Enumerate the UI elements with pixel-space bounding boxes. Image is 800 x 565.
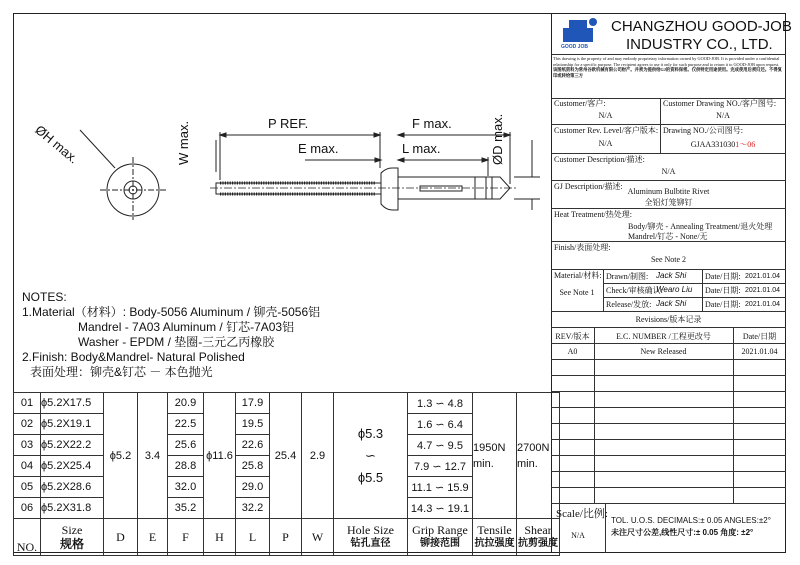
heat-label: Heat Treatment/热处理: — [554, 210, 632, 219]
customer-value: N/A — [598, 111, 613, 120]
check-label: Check/审核确认: — [606, 286, 663, 295]
row-grip: 7.9 ∽ 12.7 — [408, 456, 473, 477]
disclaimer-en: This drawing is the property of and may embody proprietary information owned by GOOD-JOB. It is provided under a confidential relationship for a specific purpose. The recipient agrees to use it only for such purpose and to return it to GOOD-JOB upon request. — [553, 56, 780, 67]
ec-col-header: E.C. NUMBER /工程更改号 — [616, 332, 711, 341]
drawn-date: 2021.01.04 — [745, 273, 781, 280]
d-value: ϕ5.2 — [104, 393, 138, 519]
tensile-number: 1950N — [473, 441, 506, 454]
header-tensile-cn: 抗拉强度 — [474, 538, 515, 549]
rivet-side-view — [210, 168, 516, 210]
tolerance-en: TOL. U.O.S. DECIMALS:± 0.05 ANGLES:±2° — [611, 516, 771, 525]
hole-sep: ∽ — [365, 447, 376, 463]
header-shear-cn: 抗剪强度 — [518, 538, 558, 549]
header-shear-en: Shear — [524, 523, 552, 537]
row-grip: 1.6 ∽ 6.4 — [408, 414, 473, 435]
company-name-1: CHANGZHOU GOOD-JOB — [611, 18, 792, 35]
row-no: 01 — [14, 393, 41, 414]
header-h: H — [204, 519, 236, 556]
disclaimer — [553, 56, 783, 78]
header-hole-cn: 钻孔直径 — [350, 538, 391, 549]
f-max-label: F max. — [412, 116, 452, 131]
finish-label: Finish/表面处理: — [554, 243, 611, 252]
row-size: ϕ5.2X19.1 — [41, 414, 104, 435]
h-value: ϕ11.6 — [204, 393, 236, 519]
gj-drawing-label: Drawing NO./公司图号: — [663, 126, 743, 135]
row-l: 22.6 — [236, 435, 270, 456]
table-row — [14, 393, 560, 414]
header-grip-cn: 铆接范围 — [420, 538, 460, 549]
gj-drawing-main: GJAA331030 — [690, 140, 736, 149]
row-size: ϕ5.2X22.2 — [41, 435, 104, 456]
table-header-row — [14, 519, 560, 556]
tolerance-cn: 未注尺寸公差,线性尺寸:± 0.05 角度: ±2° — [611, 528, 754, 537]
header-l: L — [236, 519, 270, 556]
release-date: 2021.01.04 — [745, 301, 781, 308]
note-1-washer: Washer - EPDM / 垫圈-三元乙丙橡胶 — [78, 335, 275, 349]
notes-block — [22, 290, 320, 380]
row-no: 06 — [14, 498, 41, 519]
cust-desc-label: Customer Description/描述: — [554, 155, 645, 164]
heat-line1: Body/铆壳 - Annealing Treatment/退火处理 — [628, 222, 773, 231]
note-1-body: 1.Material（材料）: Body-5056 Aluminum / 铆壳-5056铝 — [22, 305, 321, 319]
note-1-mandrel: Mandrel - 7A03 Aluminum / 钉芯-7A03铝 — [78, 320, 295, 334]
h-max-label: ØH max. — [32, 122, 82, 167]
row-size: ϕ5.2X25.4 — [41, 456, 104, 477]
cust-drawing-label: Customer Drawing NO./客户图号: — [663, 99, 777, 108]
row-size: ϕ5.2X31.8 — [41, 498, 104, 519]
rev-col-header: REV/版本 — [555, 332, 590, 341]
row-f: 35.2 — [168, 498, 204, 519]
logo-text: GOOD JOB — [561, 44, 588, 50]
check-date-label: Date/日期: — [705, 286, 741, 295]
row-l: 17.9 — [236, 393, 270, 414]
header-no: NO. — [14, 519, 41, 556]
l-max-label: L max. — [402, 141, 441, 156]
header-w: W — [302, 519, 334, 556]
note-2-finish: 2.Finish: Body&Mandrel- Natural Polished — [22, 350, 245, 364]
spec-table — [13, 392, 560, 556]
row-no: 04 — [14, 456, 41, 477]
material-label: Material/材料: — [554, 271, 602, 280]
drawn-date-label: Date/日期: — [705, 272, 741, 281]
e-max-label: E max. — [298, 141, 339, 156]
release-value: Jack Shi — [656, 299, 687, 308]
divider — [702, 269, 703, 311]
rivet-drawing — [20, 80, 545, 220]
hole-min: ϕ5.3 — [357, 425, 384, 441]
release-label: Release/发放: — [606, 300, 652, 309]
customer-label: Customer/客户: — [554, 99, 606, 108]
tensile-value — [473, 393, 517, 519]
header-hole-en: Hole Size — [347, 523, 394, 537]
gj-desc-cn: 全铝灯笼铆钉 — [644, 198, 693, 207]
disclaimer-cn: 该图纸资料为常州谷欧机械有限公司财产。并须为提供给GJ的资料保密。仅供特定用途使用。完成使用后须归还。不得复印或转给第三方 — [553, 67, 782, 78]
row-f: 20.9 — [168, 393, 204, 414]
row-f: 22.5 — [168, 414, 204, 435]
release-date-label: Date/日期: — [705, 300, 741, 309]
header-e: E — [138, 519, 168, 556]
row-grip: 14.3 ∽ 19.1 — [408, 498, 473, 519]
drawn-label: Drawn/制图: — [606, 272, 649, 281]
row-no: 03 — [14, 435, 41, 456]
divider — [603, 269, 604, 311]
row-size: ϕ5.2X17.5 — [41, 393, 104, 414]
header-grip-en: Grip Range — [412, 523, 468, 537]
header-tensile — [473, 519, 517, 556]
e-value: 3.4 — [138, 393, 168, 519]
shear-unit: min. — [517, 457, 538, 470]
row-f: 28.8 — [168, 456, 204, 477]
d-max-label: ØD max. — [490, 113, 505, 165]
revisions-label: Revisions/版本记录 — [635, 315, 702, 324]
finish-value: See Note 2 — [650, 255, 687, 264]
scale-value: N/A — [571, 531, 585, 540]
w-max-label: W max. — [176, 120, 191, 165]
drawn-value: Jack Shi — [656, 271, 687, 280]
notes-title: NOTES: — [22, 290, 67, 304]
note-2-finish-cn: 表面处理：铆壳&钉芯 － 本色抛光 — [30, 365, 213, 379]
row-no: 02 — [14, 414, 41, 435]
row-size: ϕ5.2X28.6 — [41, 477, 104, 498]
p-ref-label: P REF. — [268, 116, 309, 131]
material-value: See Note 1 — [559, 288, 595, 297]
p-value: 25.4 — [270, 393, 302, 519]
row-l: 29.0 — [236, 477, 270, 498]
date-col-header: Date/日期 — [742, 332, 777, 341]
gj-drawing-suffix: 1～06 — [735, 140, 756, 149]
row-l: 19.5 — [236, 414, 270, 435]
date-0: 2021.01.04 — [741, 347, 778, 356]
header-size-cn: 规格 — [59, 537, 84, 551]
header-size — [41, 519, 104, 556]
gj-drawing-value — [660, 139, 786, 150]
row-f: 25.6 — [168, 435, 204, 456]
row-l: 32.2 — [236, 498, 270, 519]
row-grip: 11.1 ∽ 15.9 — [408, 477, 473, 498]
shear-number: 2700N — [517, 441, 550, 454]
scale-label: Scale/比例: — [556, 508, 608, 520]
gj-desc-en: Aluminum Bulbtite Rivet — [627, 187, 710, 196]
gj-desc-label: GJ Description/描述: — [554, 182, 623, 191]
header-size-en: Size — [61, 523, 83, 537]
header-d: D — [104, 519, 138, 556]
heat-line2: Mandrel/钉芯 - None/无 — [628, 232, 708, 241]
header-grip — [408, 519, 473, 556]
hole-max: ϕ5.5 — [357, 469, 384, 485]
row-f: 32.0 — [168, 477, 204, 498]
header-tensile-en: Tensile — [477, 523, 512, 537]
tensile-unit: min. — [473, 457, 494, 470]
row-grip: 4.7 ∽ 9.5 — [408, 435, 473, 456]
row-l: 25.8 — [236, 456, 270, 477]
company-name-2: INDUSTRY CO., LTD. — [626, 36, 773, 53]
cust-rev-label: Customer Rev. Level/客户版本: — [554, 126, 659, 135]
rev-0: A0 — [567, 347, 578, 356]
header-hole — [334, 519, 408, 556]
check-date: 2021.01.04 — [745, 287, 781, 294]
header-p: P — [270, 519, 302, 556]
row-no: 05 — [14, 477, 41, 498]
ec-0: New Released — [640, 347, 687, 356]
header-f: F — [168, 519, 204, 556]
cust-drawing-value: N/A — [716, 111, 730, 120]
row-grip: 1.3 ∽ 4.8 — [408, 393, 473, 414]
cust-desc-value: N/A — [661, 167, 676, 176]
check-value: Wearo Liu — [656, 285, 693, 294]
hole-size — [334, 393, 408, 519]
cust-rev-value: N/A — [598, 139, 613, 148]
w-value: 2.9 — [302, 393, 334, 519]
